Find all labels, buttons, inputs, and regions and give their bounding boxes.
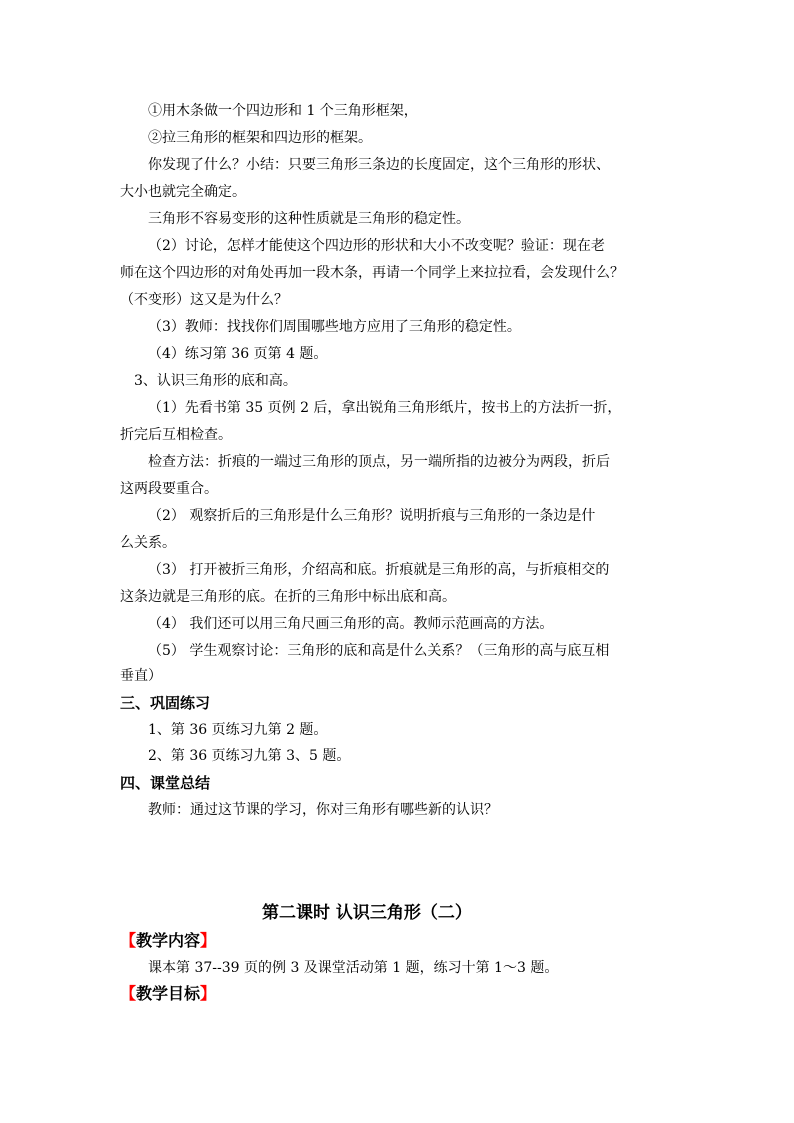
observe-item-2: （2） 观察折后的三角形是什么三角形？说明折痕与三角形的一条边是什 <box>148 508 596 524</box>
teaching-content-heading <box>120 930 216 952</box>
section-3-heading: 3、认识三角形的底和高。 <box>134 373 297 389</box>
teaching-content-label: 教学内容 <box>136 931 201 950</box>
lesson-title: 第二课时 认识三角形（二） <box>262 903 472 923</box>
check-method-continued: 这两段要重合。 <box>120 481 218 497</box>
bracket-close: 】 <box>200 984 217 1003</box>
discovery-summary-text: 你发现了什么？小结：只要三角形三条边的长度固定，这个三角形的形状、 <box>148 157 610 173</box>
summary-question: 教师：通过这节课的学习，你对三角形有哪些新的认识？ <box>148 802 498 818</box>
bracket-open: 【 <box>120 984 137 1003</box>
fold-item-1: （1）先看书第 35 页例 2 后，拿出锐角三角形纸片，按书上的方法折一折， <box>148 400 622 416</box>
consolidation-heading: 三、巩固练习 <box>120 694 211 712</box>
check-method-text: 检查方法：折痕的一端过三角形的顶点，另一端所指的边被分为两段，折后 <box>148 454 610 470</box>
open-item-3: （3） 打开被折三角形，介绍高和底。折痕就是三角形的高，与折痕相交的 <box>148 562 610 578</box>
stability-definition: 三角形不容易变形的这种性质就是三角形的稳定性。 <box>148 211 470 227</box>
discussion-item-2-continued: 师在这个四边形的对角处再加一段木条，再请一个同学上来拉拉看，会发现什么？ <box>120 265 624 281</box>
exercise-item-4: （4）练习第 36 页第 4 题。 <box>148 346 328 362</box>
discuss-item-5-continued: 垂直） <box>120 668 162 684</box>
practice-item-1: 1、第 36 页练习九第 2 题。 <box>148 722 328 738</box>
observe-item-2-continued: 么关系。 <box>120 535 176 551</box>
summary-heading: 四、课堂总结 <box>120 774 211 792</box>
bracket-close: 】 <box>200 931 217 950</box>
teaching-goals-heading <box>120 983 216 1005</box>
discussion-item-2: （2）讨论，怎样才能使这个四边形的形状和大小不改变呢？验证：现在老 <box>148 238 605 254</box>
ruler-item-4: （4） 我们还可以用三角尺画三角形的高。教师示范画高的方法。 <box>148 616 554 632</box>
discuss-item-5: （5） 学生观察讨论：三角形的底和高是什么关系？（三角形的高与底互相 <box>148 643 610 659</box>
teaching-content-text: 课本第 37--39 页的例 3 及课堂活动第 1 题，练习十第 1～3 题。 <box>148 960 559 976</box>
fold-item-1-continued: 折完后互相检查。 <box>120 427 232 443</box>
teaching-goals-label: 教学目标 <box>136 984 201 1003</box>
step-1-text: ①用木条做一个四边形和 1 个三角形框架， <box>148 103 418 119</box>
step-2-text: ②拉三角形的框架和四边形的框架。 <box>148 130 372 146</box>
discussion-item-2-end: （不变形）这又是为什么？ <box>120 292 288 308</box>
open-item-3-continued: 这条边就是三角形的底。在折的三角形中标出底和高。 <box>120 589 456 605</box>
teacher-item-3: （3）教师：找找你们周围哪些地方应用了三角形的稳定性。 <box>148 319 521 335</box>
practice-item-2: 2、第 36 页练习九第 3、5 题。 <box>148 748 351 764</box>
bracket-open: 【 <box>120 931 137 950</box>
discovery-summary-continued: 大小也就完全确定。 <box>120 184 246 200</box>
